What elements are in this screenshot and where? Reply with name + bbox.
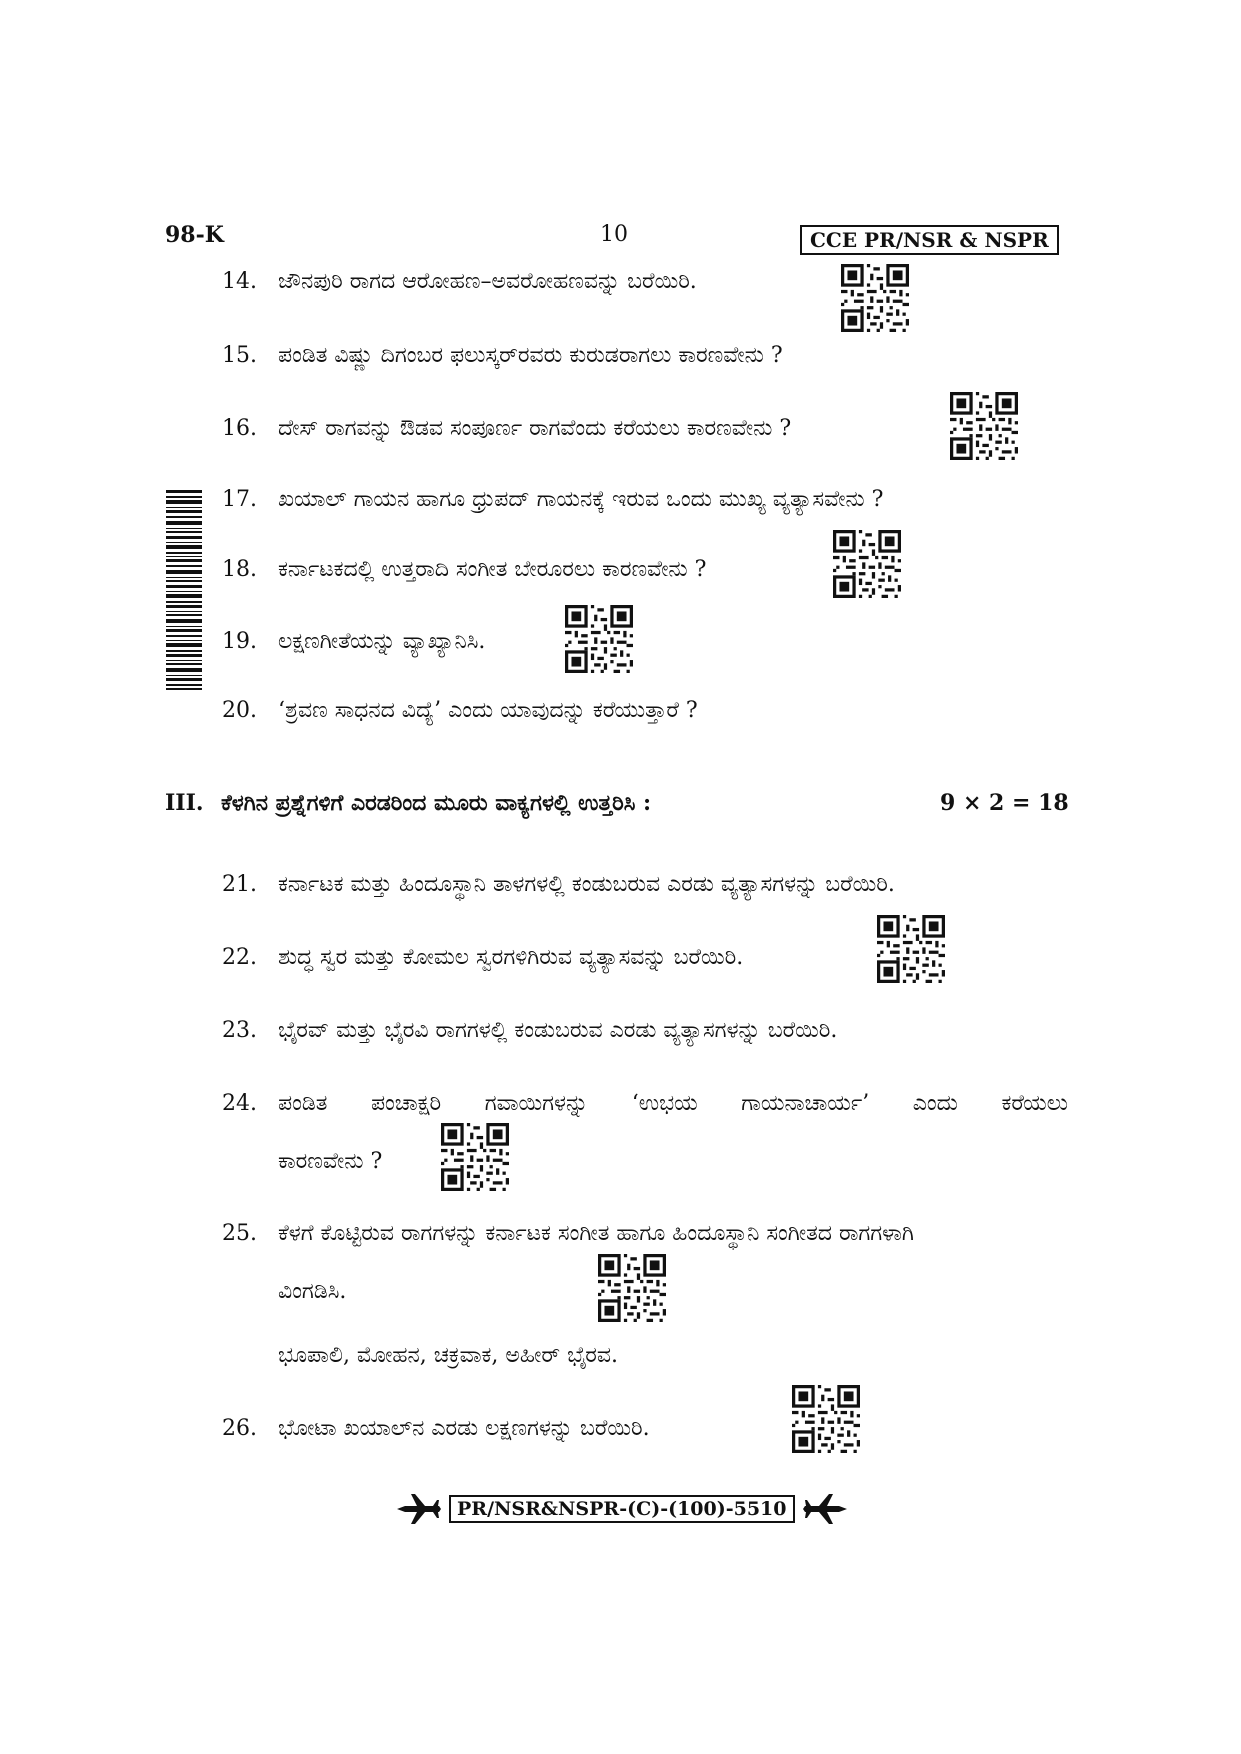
paper-code: 98-K xyxy=(165,222,224,248)
page-number: 10 xyxy=(600,222,628,247)
question-18 xyxy=(222,554,706,586)
question-number: 24. xyxy=(222,1091,257,1116)
question-text: ಶುದ್ಧ ಸ್ವರ ಮತ್ತು ಕೋಮಲ ಸ್ವರಗಳಿಗಿರುವ ವ್ಯತ್ಯಾಸವನ್ನು ಬರೆಯಿರಿ. xyxy=(278,945,744,970)
question-number: 25. xyxy=(222,1221,257,1246)
section-marks: 9 × 2 = 18 xyxy=(940,790,1069,816)
question-number: 21. xyxy=(222,872,257,897)
airplane-right-icon xyxy=(801,1492,849,1526)
question-23 xyxy=(222,1015,837,1047)
qr-code-icon xyxy=(565,605,633,673)
question-number: 14. xyxy=(222,269,257,294)
qr-code-icon xyxy=(598,1254,666,1322)
qr-code-icon xyxy=(877,915,945,983)
question-25-raga-list: ಭೂಪಾಲಿ, ಮೋಹನ, ಚಕ್ರವಾಕ, ಅಹೀರ್ ಭೈರವ. xyxy=(278,1343,619,1368)
question-text: ಜೌನಪುರಿ ರಾಗದ ಆರೋಹಣ–ಅವರೋಹಣವನ್ನು ಬರೆಯಿರಿ. xyxy=(278,269,697,294)
question-26 xyxy=(222,1413,650,1445)
question-text: ದೇಸ್ ರಾಗವನ್ನು ಔಡವ ಸಂಪೂರ್ಣ ರಾಗವೆಂದು ಕರೆಯಲು ಕಾರಣವೇನು ? xyxy=(278,416,792,441)
question-24 xyxy=(222,1088,1068,1120)
question-22 xyxy=(222,942,743,974)
question-text-line1: ಪಂಡಿತ ಪಂಚಾಕ್ಷರಿ ಗವಾಯಿಗಳನ್ನು ‘ಉಭಯ ಗಾಯನಾಚಾರ್ಯ’ ಎಂದು ಕರೆಯಲು xyxy=(278,1091,1068,1116)
question-number: 16. xyxy=(222,416,257,441)
question-number: 22. xyxy=(222,945,257,970)
qr-code-icon xyxy=(792,1385,860,1453)
question-text: ಭೈರವ್ ಮತ್ತು ಭೈರವಿ ರಾಗಗಳಲ್ಲಿ ಕಂಡುಬರುವ ಎರಡು ವ್ಯತ್ಯಾಸಗಳನ್ನು ಬರೆಯಿರಿ. xyxy=(278,1018,838,1043)
question-number: 23. xyxy=(222,1018,257,1043)
question-14 xyxy=(222,266,697,298)
barcode-image xyxy=(166,490,202,690)
question-number: 18. xyxy=(222,557,257,582)
question-19 xyxy=(222,626,485,658)
section-instruction: ಕೆಳಗಿನ ಪ್ರಶ್ನೆಗಳಿಗೆ ಎರಡರಿಂದ ಮೂರು ವಾಕ್ಯಗಳಲ್ಲಿ ಉತ್ತರಿಸಿ : xyxy=(221,790,652,816)
section-roman: III. xyxy=(165,790,204,816)
question-text: ಕರ್ನಾಟಕ ಮತ್ತು ಹಿಂದೂಸ್ಥಾನಿ ತಾಳಗಳಲ್ಲಿ ಕಂಡುಬರುವ ಎರಡು ವ್ಯತ್ಯಾಸಗಳನ್ನು ಬರೆಯಿರಿ. xyxy=(278,872,895,897)
footer xyxy=(395,1492,849,1526)
question-20 xyxy=(222,695,698,727)
question-text: ಪಂಡಿತ ವಿಷ್ಣು ದಿಗಂಬರ ಫಲುಸ್ಕರ್‌ರವರು ಕುರುಡರಾಗಲು ಕಾರಣವೇನು ? xyxy=(278,343,783,368)
question-number: 26. xyxy=(222,1416,257,1441)
question-text: ಭೋಟಾ ಖಯಾಲ್‌ನ ಎರಡು ಲಕ್ಷಣಗಳನ್ನು ಬರೆಯಿರಿ. xyxy=(278,1416,650,1441)
question-number: 17. xyxy=(222,487,257,512)
question-text: ಖಯಾಲ್ ಗಾಯನ ಹಾಗೂ ಧ್ರುಪದ್ ಗಾಯನಕ್ಕೆ ಇರುವ ಒಂದು ಮುಖ್ಯ ವ್ಯತ್ಯಾಸವೇನು ? xyxy=(278,487,884,512)
question-24-line2: ಕಾರಣವೇನು ? xyxy=(278,1149,383,1174)
qr-code-icon xyxy=(833,530,901,598)
question-number: 20. xyxy=(222,698,257,723)
exam-code-box: CCE PR/NSR & NSPR xyxy=(800,225,1059,255)
question-16 xyxy=(222,413,791,445)
question-15 xyxy=(222,340,783,372)
question-text: ‘ಶ್ರವಣ ಸಾಧನದ ವಿದ್ಯೆ’ ಎಂದು ಯಾವುದನ್ನು ಕರೆಯುತ್ತಾರೆ ? xyxy=(278,698,698,723)
footer-code: PR/NSR&NSPR-(C)-(100)-5510 xyxy=(449,1495,795,1523)
airplane-left-icon xyxy=(395,1492,443,1526)
question-25-line2: ವಿಂಗಡಿಸಿ. xyxy=(278,1279,347,1304)
qr-code-icon xyxy=(950,392,1018,460)
question-text: ಲಕ್ಷಣಗೀತೆಯನ್ನು ವ್ಯಾಖ್ಯಾನಿಸಿ. xyxy=(278,629,486,654)
question-number: 15. xyxy=(222,343,257,368)
qr-code-icon xyxy=(841,264,909,332)
qr-code-icon xyxy=(441,1123,509,1191)
question-17 xyxy=(222,484,883,516)
question-25 xyxy=(222,1218,914,1250)
question-text: ಕರ್ನಾಟಕದಲ್ಲಿ ಉತ್ತರಾದಿ ಸಂಗೀತ ಬೇರೂರಲು ಕಾರಣವೇನು ? xyxy=(278,557,707,582)
question-number: 19. xyxy=(222,629,257,654)
question-text-line1: ಕೆಳಗೆ ಕೊಟ್ಟಿರುವ ರಾಗಗಳನ್ನು ಕರ್ನಾಟಕ ಸಂಗೀತ ಹಾಗೂ ಹಿಂದೂಸ್ಥಾನಿ ಸಂಗೀತದ ರಾಗಗಳಾಗಿ xyxy=(278,1221,914,1246)
question-21 xyxy=(222,869,895,901)
section-heading xyxy=(165,790,651,816)
